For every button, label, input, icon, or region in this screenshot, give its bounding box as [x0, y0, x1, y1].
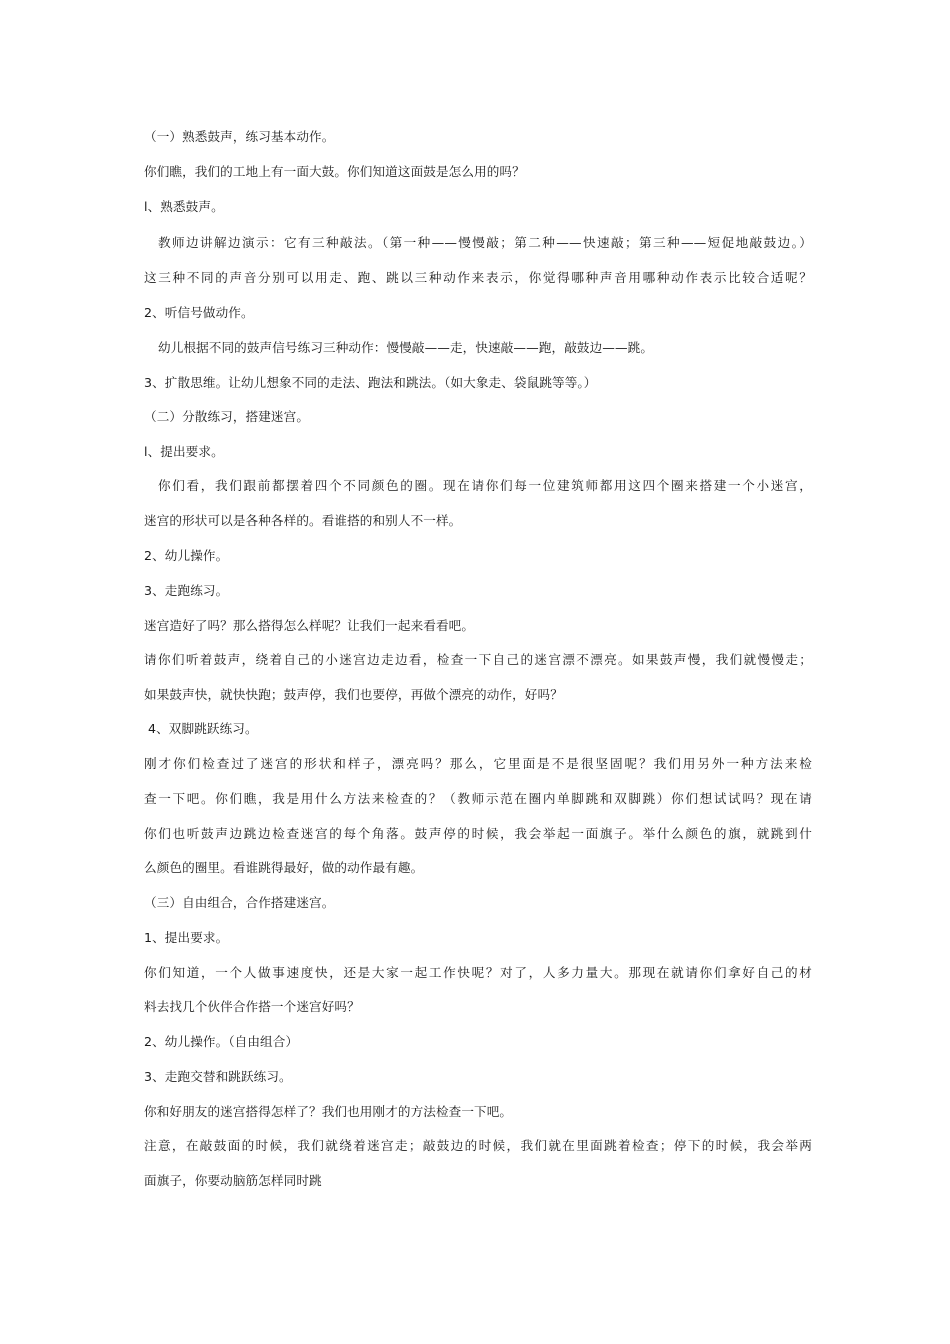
step-heading: 1、提出要求。 — [144, 930, 229, 945]
paragraph-line: 迷宫造好了吗？那么搭得怎么样呢？让我们一起来看看吧。 — [144, 618, 475, 633]
paragraph-line: 请你们听着鼓声，绕着自己的小迷宫边走边看，检查一下自己的迷宫漂不漂亮。如果鼓声慢，我们就慢慢走； — [144, 652, 812, 667]
step-heading: 4、双脚跳跃练习。 — [148, 721, 258, 736]
paragraph-line: 你们知道，一个人做事速度快，还是大家一起工作快呢？对了，人多力量大。那现在就请你们拿好自己的材 — [144, 965, 812, 980]
paragraph-line: 你们也听鼓声边跳边检查迷宫的每个角落。鼓声停的时候，我会举起一面旗子。举什么颜色的旗，就跳到什 — [144, 826, 812, 841]
paragraph-line: 么颜色的圈里。看谁跳得最好，做的动作最有趣。 — [144, 860, 424, 875]
paragraph-line: 料去找几个伙伴合作搭一个迷宫好吗？ — [144, 999, 360, 1014]
step-heading: l、熟悉鼓声。 — [144, 199, 224, 214]
paragraph-line: 你和好朋友的迷宫搭得怎样了？我们也用刚才的方法检查一下吧。 — [144, 1104, 513, 1119]
section-heading-2: （二）分散练习，搭建迷宫。 — [144, 409, 310, 424]
paragraph-line: 如果鼓声快，就快快跑；鼓声停，我们也要停，再做个漂亮的动作，好吗？ — [144, 687, 563, 702]
paragraph-line: 迷宫的形状可以是各种各样的。看谁搭的和别人不一样。 — [144, 513, 462, 528]
step-heading: 2、听信号做动作。 — [144, 305, 254, 320]
paragraph-line: 面旗子，你要动脑筋怎样同时跳 — [144, 1173, 322, 1188]
paragraph-line: 刚才你们检查过了迷宫的形状和样子，漂亮吗？那么，它里面是不是很坚固呢？我们用另外一种方法来检 — [144, 756, 812, 771]
step-heading: l、提出要求。 — [144, 444, 224, 459]
paragraph-line: 幼儿根据不同的鼓声信号练习三种动作：慢慢敲——走，快速敲——跑，敲鼓边——跳。 — [158, 340, 654, 355]
step-heading: 2、幼儿操作。 — [144, 548, 229, 563]
paragraph-line: 你们瞧，我们的工地上有一面大鼓。你们知道这面鼓是怎么用的吗？ — [144, 164, 525, 179]
paragraph-line: 注意，在敲鼓面的时候，我们就绕着迷宫走；敲鼓边的时候，我们就在里面跳着检查；停下的时候，我会举两 — [144, 1138, 812, 1153]
step-heading: 3、走跑交替和跳跃练习。 — [144, 1069, 292, 1084]
section-heading-1: （一）熟悉鼓声，练习基本动作。 — [144, 129, 335, 144]
step-heading: 3、走跑练习。 — [144, 583, 229, 598]
paragraph-line: 查一下吧。你们瞧，我是用什么方法来检查的？（教师示范在圈内单脚跳和双脚跳）你们想试试吗？现在请 — [144, 791, 812, 806]
step-heading: 3、扩散思维。让幼儿想象不同的走法、跑法和跳法。（如大象走、袋鼠跳等等。） — [144, 375, 597, 390]
section-heading-3: （三）自由组合，合作搭建迷宫。 — [144, 895, 335, 910]
step-heading: 2、幼儿操作。（自由组合） — [144, 1034, 299, 1049]
paragraph-line: 这三种不同的声音分别可以用走、跑、跳以三种动作来表示，你觉得哪种声音用哪种动作表示比较合适呢？ — [144, 270, 812, 285]
paragraph-line: 你们看，我们跟前都摆着四个不同颜色的圈。现在请你们每一位建筑师都用这四个圈来搭建一个小迷宫， — [158, 478, 812, 493]
paragraph-line: 教师边讲解边演示：它有三种敲法。（第一种——慢慢敲；第二种——快速敲；第三种——短促地敲鼓边。） — [158, 235, 812, 250]
